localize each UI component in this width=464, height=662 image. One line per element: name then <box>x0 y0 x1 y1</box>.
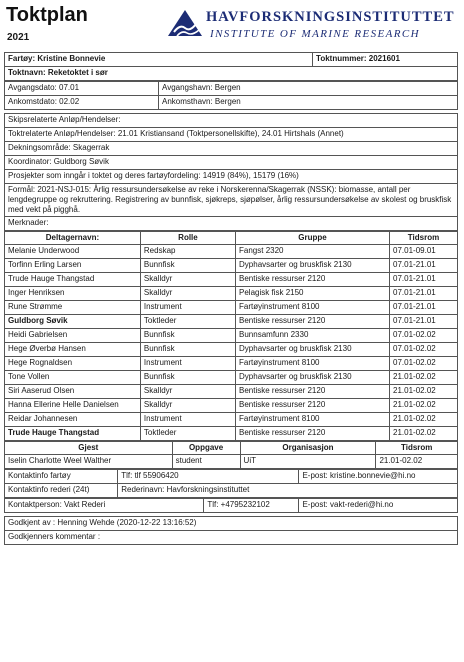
participant-role: Redskap <box>140 245 235 259</box>
participant-period: 07.01-02.02 <box>390 343 458 357</box>
participant-group: Dyphavsarter og bruskfisk 2130 <box>236 371 390 385</box>
vessel-contact-label: Kontaktinfo fartøy <box>5 470 118 484</box>
participant-group: Pelagisk fisk 2150 <box>236 287 390 301</box>
owner-contact-label: Kontaktinfo rederi (24t) <box>5 484 118 498</box>
participant-name: Heidi Gabrielsen <box>5 329 141 343</box>
cruise-events-field: Toktrelaterte Anløp/Hendelser: 21.01 Kristiansand (Toktpersonellskifte), 24.01 Hirtshals (Annet) <box>5 128 458 142</box>
participant-name: Melanie Underwood <box>5 245 141 259</box>
participant-role: Skalldyr <box>140 399 235 413</box>
participant-row <box>5 329 458 343</box>
participant-period: 07.01-21.01 <box>390 287 458 301</box>
participant-group: Fartøyinstrument 8100 <box>236 413 390 427</box>
contact-person-table <box>4 498 458 513</box>
document-header <box>6 4 458 46</box>
contact-person: Kontaktperson: Vakt Rederi <box>5 499 204 513</box>
participant-period: 07.01-21.01 <box>390 301 458 315</box>
dates-table <box>4 81 458 110</box>
guests-table <box>4 441 458 469</box>
guests-header-org: Organisasjon <box>240 442 376 455</box>
contact-table <box>4 469 458 498</box>
contact-phone: Tlf: +4795232102 <box>204 499 299 513</box>
arrival-date-field: Ankomstdato: 02.02 <box>5 96 159 110</box>
participant-name: Tone Vollen <box>5 371 141 385</box>
participant-group: Fartøyinstrument 8100 <box>236 301 390 315</box>
approval-table <box>4 516 458 545</box>
coverage-field: Dekningsområde: Skagerrak <box>5 142 458 156</box>
participants-header-role: Rolle <box>140 232 235 245</box>
contact-email: E-post: vakt-rederi@hi.no <box>299 499 458 513</box>
guest-row <box>5 455 458 469</box>
logo-name: HAVFORSKNINGSINSTITUTTET <box>206 9 455 25</box>
participant-row <box>5 343 458 357</box>
participant-row <box>5 399 458 413</box>
participant-group: Fartøyinstrument 8100 <box>236 357 390 371</box>
coordinator-field: Koordinator: Guldborg Søvik <box>5 156 458 170</box>
participant-period: 07.01-21.01 <box>390 259 458 273</box>
details-table <box>4 113 458 231</box>
participant-period: 21.01-02.02 <box>390 399 458 413</box>
participant-name: Inger Henriksen <box>5 287 141 301</box>
participants-header-period: Tidsrom <box>390 232 458 245</box>
participant-row <box>5 357 458 371</box>
participant-period: 07.01-21.01 <box>390 273 458 287</box>
participant-role: Bunnfisk <box>140 371 235 385</box>
participant-group: Dyphavsarter og bruskfisk 2130 <box>236 343 390 357</box>
participant-row <box>5 245 458 259</box>
institute-logo <box>166 6 458 46</box>
logo-subtitle: INSTITUTE OF MARINE RESEARCH <box>210 28 420 40</box>
participant-name: Hege Øverbø Hansen <box>5 343 141 357</box>
guest-name: Iselin Charlotte Weel Walther <box>5 455 173 469</box>
guests-header-guest: Gjest <box>5 442 173 455</box>
ship-events-field: Skipsrelaterte Anløp/Hendelser: <box>5 114 458 128</box>
participant-role: Skalldyr <box>140 273 235 287</box>
participant-row <box>5 315 458 329</box>
owner-name: Rederinavn: Havforskningsinstituttet <box>118 484 458 498</box>
guest-period: 21.01-02.02 <box>376 455 458 469</box>
participant-row <box>5 301 458 315</box>
participant-name: Trude Hauge Thangstad <box>5 273 141 287</box>
participant-name: Trude Hauge Thangstad <box>5 427 141 441</box>
participant-period: 21.01-02.02 <box>390 371 458 385</box>
participant-row <box>5 273 458 287</box>
participant-period: 07.01-09.01 <box>390 245 458 259</box>
participant-group: Bunnsamfunn 2330 <box>236 329 390 343</box>
cruise-plan <box>4 52 458 545</box>
vessel-phone: Tlf: tlf 55906420 <box>118 470 299 484</box>
participant-group: Bentiske ressurser 2120 <box>236 315 390 329</box>
participant-row <box>5 287 458 301</box>
participant-group: Bentiske ressurser 2120 <box>236 385 390 399</box>
departure-port-field: Avgangshavn: Bergen <box>159 82 458 96</box>
participant-name: Hege Rognaldsen <box>5 357 141 371</box>
guest-organization: UiT <box>240 455 376 469</box>
participant-group: Bentiske ressurser 2120 <box>236 427 390 441</box>
approver-comment: Godkjenners kommentar : <box>5 531 458 545</box>
vessel-field: Fartøy: Kristine Bonnevie <box>5 53 313 67</box>
participant-group: Bentiske ressurser 2120 <box>236 273 390 287</box>
cruise-info-table <box>4 52 458 81</box>
guest-task: student <box>172 455 240 469</box>
participant-row <box>5 385 458 399</box>
participant-name: Rune Strømme <box>5 301 141 315</box>
participant-role: Instrument <box>140 357 235 371</box>
participant-period: 21.01-02.02 <box>390 413 458 427</box>
participant-name: Siri Aaserud Olsen <box>5 385 141 399</box>
guests-header-task: Oppgave <box>172 442 240 455</box>
participant-period: 07.01-02.02 <box>390 329 458 343</box>
projects-field: Prosjekter som inngår i toktet og deres fartøyfordeling: 14919 (84%), 15179 (16%) <box>5 170 458 184</box>
guests-header-period: Tidsrom <box>376 442 458 455</box>
participant-period: 07.01-02.02 <box>390 357 458 371</box>
cruise-name-field: Toktnavn: Reketoktet i sør <box>5 67 458 81</box>
participant-role: Instrument <box>140 301 235 315</box>
participant-role: Skalldyr <box>140 385 235 399</box>
participants-table <box>4 231 458 441</box>
participant-group: Fangst 2320 <box>236 245 390 259</box>
participant-row <box>5 259 458 273</box>
participant-role: Instrument <box>140 413 235 427</box>
cruise-number-field: Toktnummer: 2021601 <box>313 53 458 67</box>
participants-header-name: Deltagernavn: <box>5 232 141 245</box>
participant-role: Bunnfisk <box>140 343 235 357</box>
departure-date-field: Avgangsdato: 07.01 <box>5 82 159 96</box>
participant-role: Toktleder <box>140 427 235 441</box>
participant-name: Hanna Ellerine Helle Danielsen <box>5 399 141 413</box>
wave-logo-icon <box>166 6 204 42</box>
vessel-email: E-post: kristine.bonnevie@hi.no <box>299 470 458 484</box>
participants-header-group: Gruppe <box>236 232 390 245</box>
participant-period: 21.01-02.02 <box>390 427 458 441</box>
participant-role: Skalldyr <box>140 287 235 301</box>
remarks-field: Merknader: <box>5 217 458 231</box>
participant-group: Bentiske ressurser 2120 <box>236 399 390 413</box>
document-title: Toktplan <box>6 4 88 26</box>
document-year: 2021 <box>7 32 30 43</box>
participant-role: Bunnfisk <box>140 329 235 343</box>
participant-name: Guldborg Søvik <box>5 315 141 329</box>
participant-row <box>5 413 458 427</box>
participant-role: Toktleder <box>140 315 235 329</box>
participant-row <box>5 371 458 385</box>
participant-group: Dyphavsarter og bruskfisk 2130 <box>236 259 390 273</box>
purpose-field: Formål: 2021-NSJ-015: Årlig ressursundersøkelse av reke i Norskerenna/Skagerrak (NSSK): biomasse, antall per lengdegruppe og rekruttering. Registrering av bunnfisk, sjøkreps, sjøpølser, årlig ressursundersøkelse av skolest og bruskfisk med vekt på pigghå. <box>5 184 458 217</box>
participant-role: Bunnfisk <box>140 259 235 273</box>
participant-row <box>5 427 458 441</box>
participant-name: Reidar Johannesen <box>5 413 141 427</box>
arrival-port-field: Ankomsthavn: Bergen <box>159 96 458 110</box>
participant-name: Torfinn Erling Larsen <box>5 259 141 273</box>
approved-by: Godkjent av : Henning Wehde (2020-12-22 13:16:52) <box>5 517 458 531</box>
participant-period: 07.01-21.01 <box>390 315 458 329</box>
participant-period: 21.01-02.02 <box>390 385 458 399</box>
